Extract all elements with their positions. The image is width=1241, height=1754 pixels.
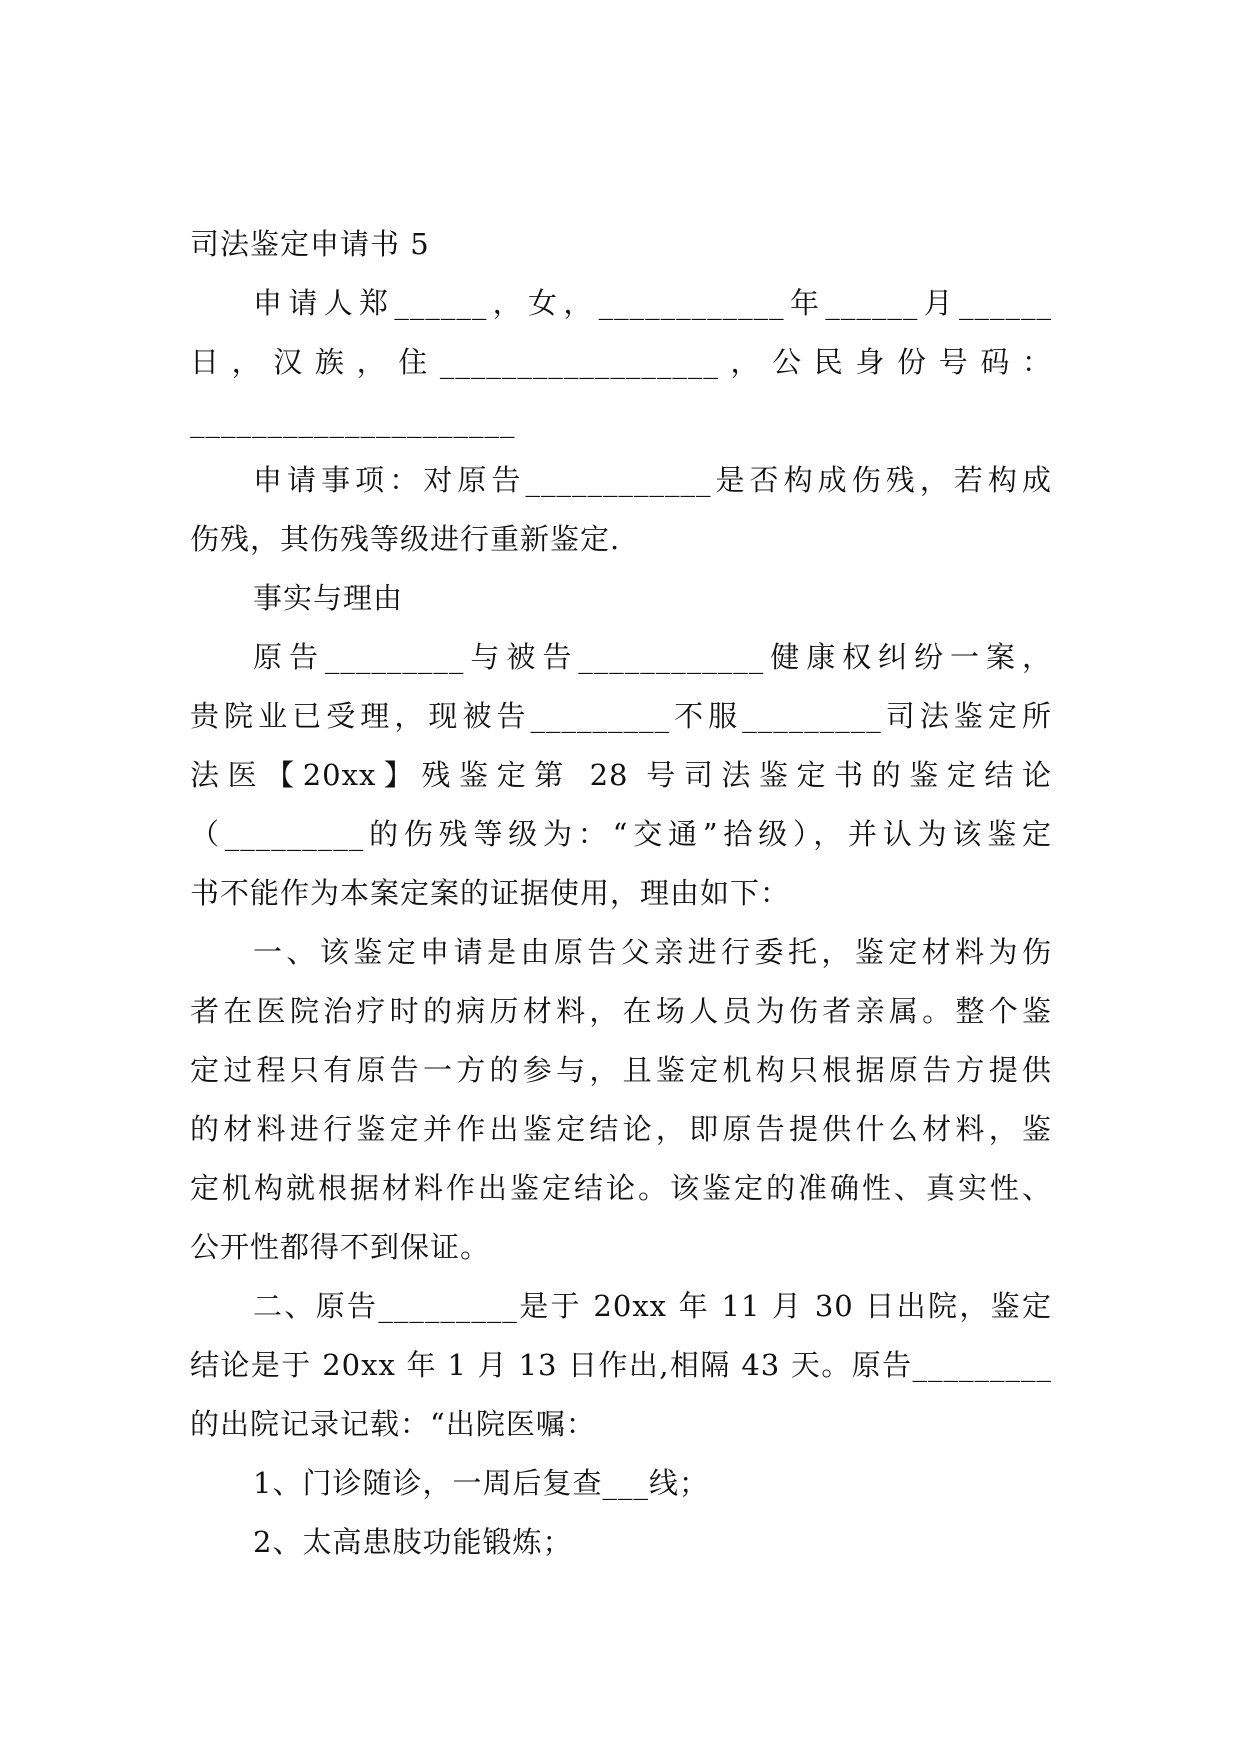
document-line: 原告_________与被告____________健康权纠纷一案， [253, 640, 1052, 674]
document-body [190, 222, 1052, 1579]
document-title: 司法鉴定申请书 5 [190, 227, 430, 261]
document-line: 事实与理由 [253, 581, 404, 615]
document-line: （_________的伤残等级为：“交通”拾级），并认为该鉴定 [190, 817, 1052, 851]
document-line: 2、太高患肢功能锻炼； [253, 1525, 573, 1559]
document-line: 的材料进行鉴定并作出鉴定结论，即原告提供什么材料，鉴 [190, 1112, 1052, 1146]
document-line: 日，汉族，住__________________，公民身份号码： [190, 345, 1052, 379]
document-line: _____________________ [190, 404, 516, 438]
document-line: 贵院业已受理，现被告_________不服_________司法鉴定所 [190, 699, 1052, 733]
document-line: 一、该鉴定申请是由原告父亲进行委托，鉴定材料为伤 [253, 935, 1052, 969]
document-line: 伤残，其伤残等级进行重新鉴定. [190, 522, 621, 556]
document-line: 二、原告_________是于 20xx 年 11 月 30 日出院，鉴定 [253, 1289, 1052, 1323]
document-line: 者在医院治疗时的病历材料，在场人员为伤者亲属。整个鉴 [190, 994, 1052, 1028]
document-line: 公开性都得不到保证。 [190, 1230, 491, 1264]
document-line: 申请事项：对原告____________是否构成伤残，若构成 [253, 463, 1052, 497]
document-line: 申请人郑______，女，____________年______月______ [253, 286, 1052, 320]
document-line: 定过程只有原告一方的参与，且鉴定机构只根据原告方提供 [190, 1053, 1052, 1087]
document-line: 定机构就根据材料作出鉴定结论。该鉴定的准确性、真实性、 [190, 1171, 1052, 1205]
document-line: 法医【20xx】残鉴定第 28 号司法鉴定书的鉴定结论 [190, 758, 1052, 792]
document-line: 的出院记录记载：“出院医嘱： [190, 1407, 596, 1441]
document-line: 书不能作为本案定案的证据使用，理由如下： [190, 876, 791, 910]
document-line: 1、门诊随诊，一周后复查___线； [253, 1466, 709, 1500]
document-line: 结论是于 20xx 年 1 月 13 日作出,相隔 43 天。原告_________ [190, 1348, 1052, 1382]
